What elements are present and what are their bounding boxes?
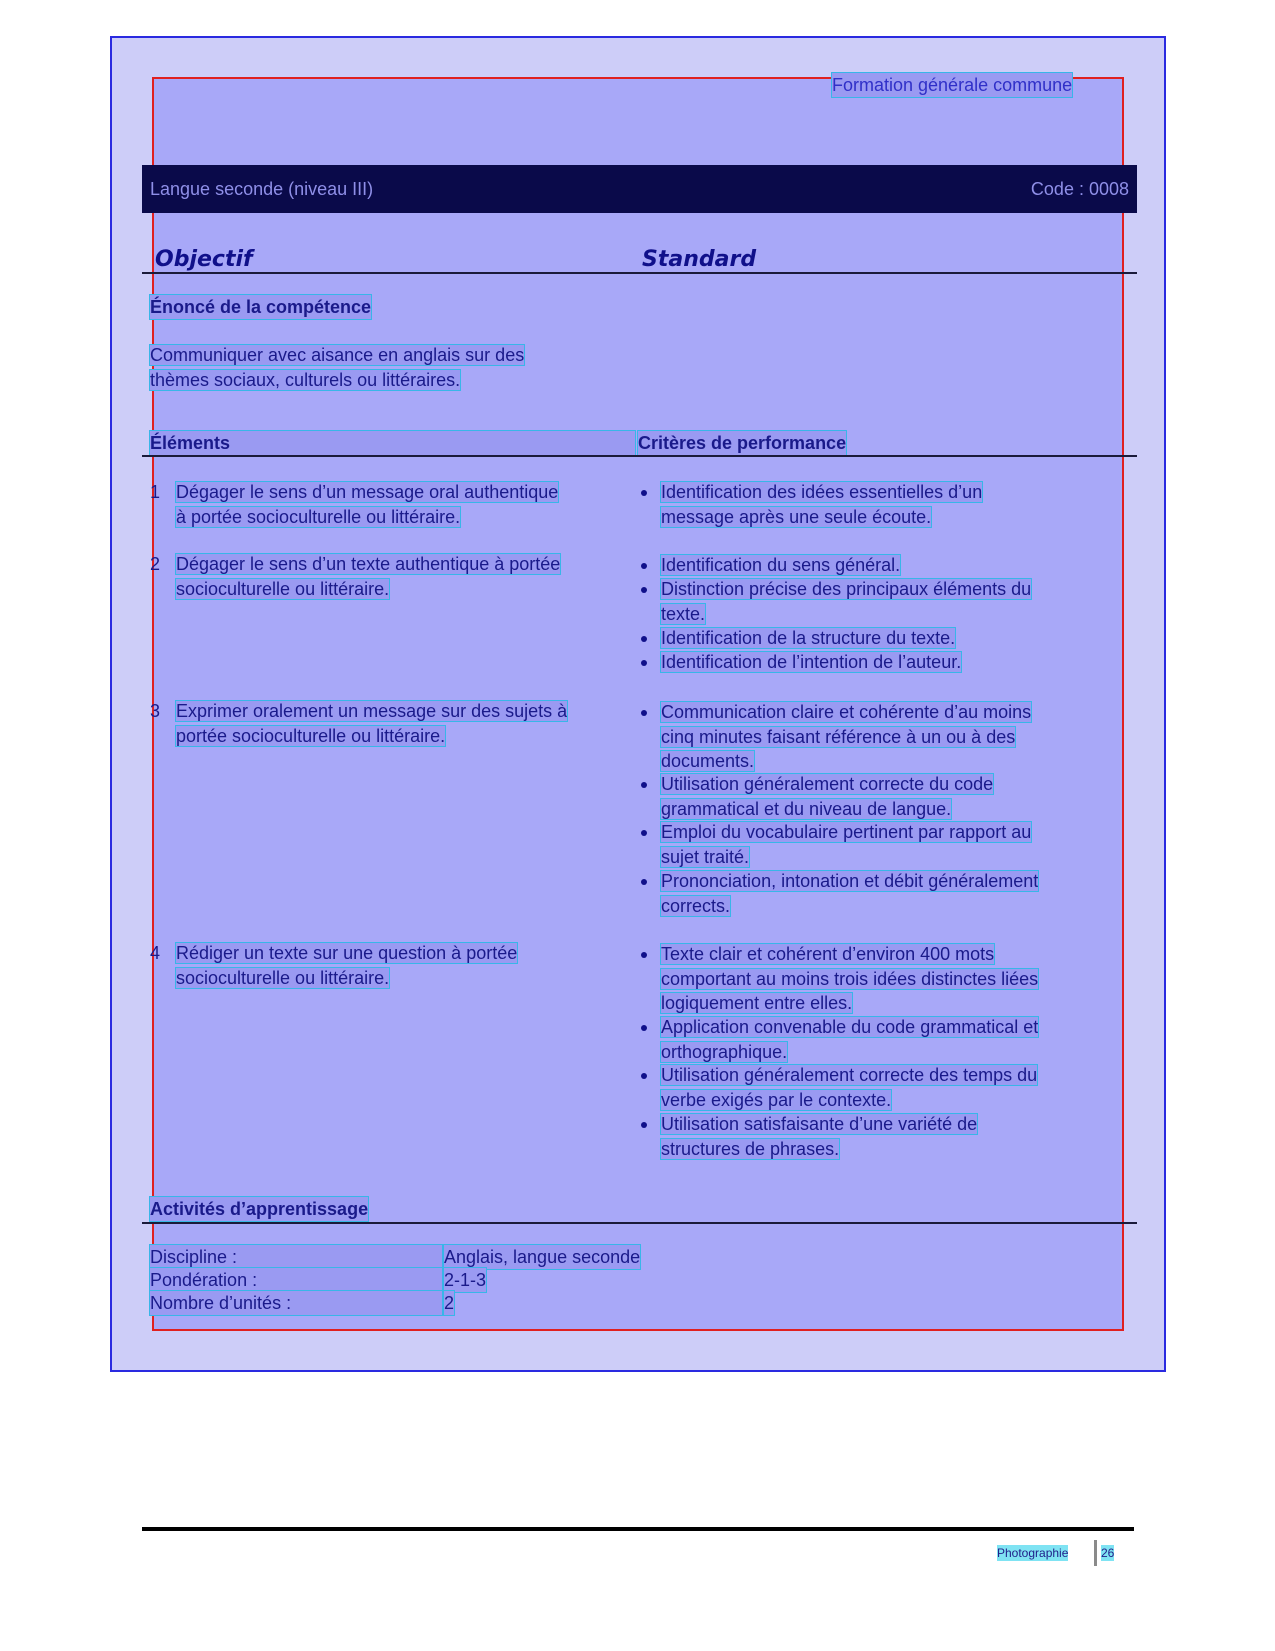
criterion-text: Utilisation satisfaisante d’une variété de structures de phrases. xyxy=(661,1114,978,1159)
discipline-label: Discipline : xyxy=(150,1245,442,1269)
footer-separator xyxy=(1094,1540,1097,1566)
competence-heading: Énoncé de la compétence xyxy=(150,297,372,317)
bullet-icon xyxy=(641,952,647,958)
criterion-text: Utilisation généralement correcte du code grammatical et du niveau de langue. xyxy=(661,774,994,819)
bullet-icon xyxy=(641,1122,647,1128)
competence-statement: Communiquer avec aisance en anglais sur des thèmes sociaux, culturels ou littéraires. xyxy=(150,345,525,390)
element-text: Dégager le sens d’un message oral authentique à portée socioculturelle ou littéraire. xyxy=(176,482,559,527)
criterion-text: Identification du sens général. xyxy=(661,555,901,575)
bullet-icon xyxy=(641,710,647,716)
course-title-band xyxy=(142,165,1137,213)
units-value: 2 xyxy=(444,1293,455,1313)
bullet-icon xyxy=(641,563,647,569)
elements-heading: Éléments xyxy=(150,431,635,455)
divider xyxy=(142,455,1137,457)
ponderation-label: Pondération : xyxy=(150,1268,442,1292)
page-number: 26 xyxy=(1101,1546,1115,1560)
element-text: Rédiger un texte sur une question à portée socioculturelle ou littéraire. xyxy=(176,943,518,988)
standard-heading: Standard xyxy=(642,247,757,272)
bullet-icon xyxy=(641,490,647,496)
criteria-heading: Critères de performance xyxy=(638,433,847,453)
divider xyxy=(142,272,1137,274)
element-number: 3 xyxy=(150,701,161,721)
footer-program: Photographie xyxy=(997,1546,1069,1560)
element-text: Dégager le sens d’un texte authentique à portée socioculturelle ou littéraire. xyxy=(176,554,561,599)
element-number: 4 xyxy=(150,943,161,963)
criterion-text: Communication claire et cohérente d’au moins cinq minutes faisant référence à un ou à des documents. xyxy=(661,702,1032,771)
bullet-icon xyxy=(641,782,647,788)
discipline-value: Anglais, langue seconde xyxy=(444,1247,641,1267)
footer-rule xyxy=(142,1527,1134,1531)
criterion-text: Prononciation, intonation et débit généralement corrects. xyxy=(661,871,1039,916)
course-code: Code : 0008 xyxy=(1030,179,1129,199)
element-text: Exprimer oralement un message sur des sujets à portée socioculturelle ou littéraire. xyxy=(176,701,568,746)
units-label: Nombre d’unités : xyxy=(150,1291,442,1315)
element-number: 1 xyxy=(150,482,161,502)
section-label: Formation générale commune xyxy=(832,75,1073,95)
bullet-icon xyxy=(641,879,647,885)
course-title: Langue seconde (niveau III) xyxy=(150,179,374,199)
criterion-text: Application convenable du code grammatical et orthographique. xyxy=(661,1017,1039,1062)
criterion-text: Texte clair et cohérent d’environ 400 mots comportant au moins trois idées distinctes liées logiquement entre elles. xyxy=(661,944,1039,1013)
divider xyxy=(142,1222,1137,1224)
criterion-text: Identification de l’intention de l’auteur. xyxy=(661,652,962,672)
criterion-text: Emploi du vocabulaire pertinent par rapport au sujet traité. xyxy=(661,822,1032,867)
criterion-text: Utilisation généralement correcte des temps du verbe exigés par le contexte. xyxy=(661,1065,1038,1110)
element-number: 2 xyxy=(150,554,161,574)
bullet-icon xyxy=(641,1073,647,1079)
criterion-text: Identification des idées essentielles d’un message après une seule écoute. xyxy=(661,482,983,527)
activities-heading: Activités d’apprentissage xyxy=(150,1199,369,1219)
bullet-icon xyxy=(641,830,647,836)
objective-heading: Objectif xyxy=(155,247,253,272)
bullet-icon xyxy=(641,1025,647,1031)
bullet-icon xyxy=(641,660,647,666)
bullet-icon xyxy=(641,636,647,642)
ponderation-value: 2-1-3 xyxy=(444,1270,487,1290)
bullet-icon xyxy=(641,587,647,593)
criterion-text: Identification de la structure du texte. xyxy=(661,628,956,648)
criterion-text: Distinction précise des principaux éléments du texte. xyxy=(661,579,1032,624)
